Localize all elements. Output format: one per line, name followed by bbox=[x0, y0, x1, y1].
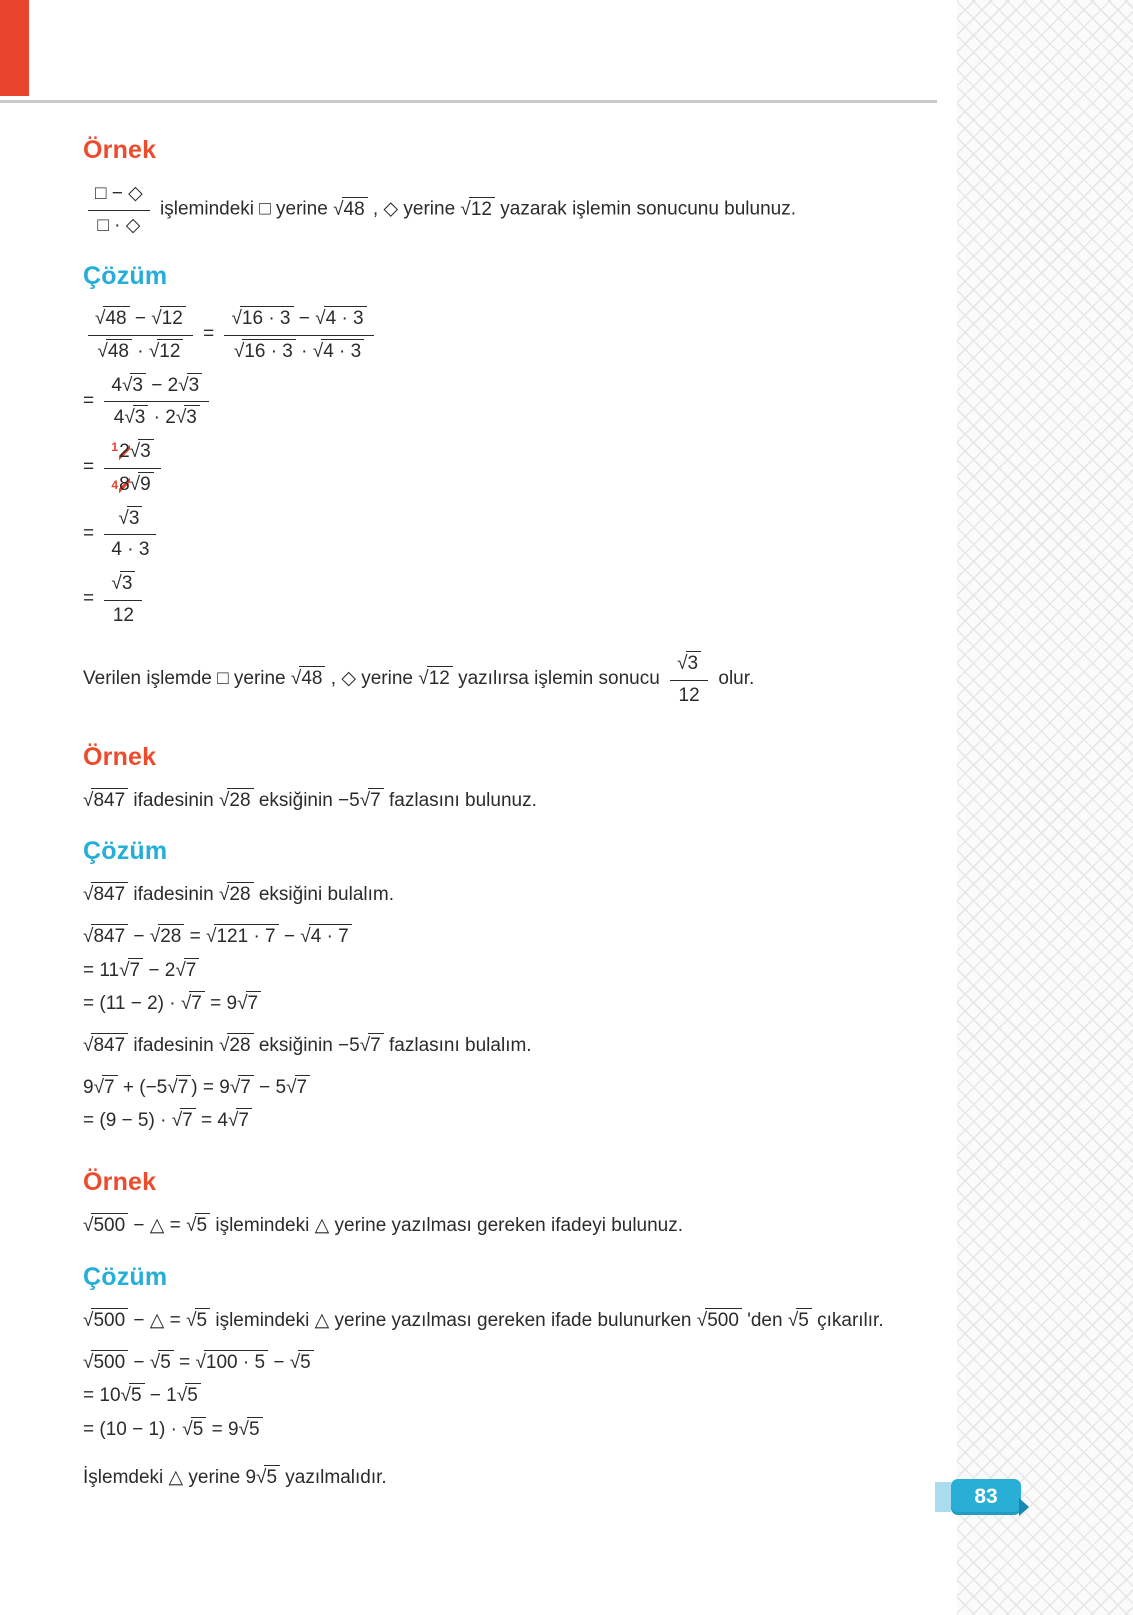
fraction-numerator bbox=[104, 570, 142, 601]
radical bbox=[150, 1352, 174, 1373]
radical-sign: √ bbox=[97, 341, 108, 363]
radical bbox=[149, 341, 184, 362]
radical-sign: √ bbox=[333, 198, 344, 220]
radical bbox=[95, 308, 130, 329]
radical bbox=[119, 960, 143, 981]
radical-sign: √ bbox=[124, 407, 135, 429]
radicand: 7 bbox=[176, 1075, 192, 1099]
radical-sign: √ bbox=[129, 473, 141, 495]
radical-sign: √ bbox=[238, 1418, 249, 1440]
math-line: = (9 − 5) · √7 = 4√7 bbox=[83, 1108, 941, 1134]
radical bbox=[118, 508, 142, 529]
radicand: 500 bbox=[91, 1213, 128, 1237]
example-heading: Örnek bbox=[83, 742, 157, 771]
radicand: 3 bbox=[184, 405, 200, 429]
radical bbox=[291, 668, 326, 689]
radical-sign: √ bbox=[359, 789, 371, 811]
math-line: √500 − √5 = √100 · 5 − √5 bbox=[83, 1350, 941, 1376]
radicand: 3 bbox=[127, 506, 143, 530]
radical-sign: √ bbox=[171, 1110, 183, 1132]
page-number: 83 bbox=[974, 1485, 998, 1508]
radical-sign: √ bbox=[218, 789, 230, 811]
radicand: 3 bbox=[686, 651, 702, 675]
radical-sign: √ bbox=[315, 308, 326, 330]
radical bbox=[239, 1419, 263, 1440]
radicand: 7 bbox=[368, 1033, 384, 1057]
radical bbox=[418, 668, 453, 689]
radical bbox=[83, 1352, 128, 1373]
math-line: = $\frac{4√3 - 2√3}{4√3 \cdot 2√3}$ bbox=[83, 372, 941, 431]
radical bbox=[122, 375, 146, 396]
fraction-denominator: √16 · 3 · √4 · 3 bbox=[224, 336, 373, 365]
math-line: √847 ifadesinin √28 eksiğinin −5√7 fazlasını bulalım. bbox=[83, 1033, 941, 1059]
radical bbox=[219, 884, 254, 905]
radical-sign: √ bbox=[83, 884, 94, 906]
radical-sign: √ bbox=[83, 1309, 94, 1331]
conclusion: İşlemdeki △ yerine 9√5 yazılmalıdır. bbox=[83, 1465, 941, 1491]
radicand: 12 bbox=[469, 197, 495, 221]
radicand: 847 bbox=[91, 882, 128, 906]
radical-sign: √ bbox=[359, 1035, 371, 1057]
radicand: 48 bbox=[342, 197, 368, 221]
radical bbox=[97, 341, 132, 362]
radical-sign: √ bbox=[129, 441, 141, 463]
radical-sign: √ bbox=[175, 407, 187, 429]
math-line: = 11√7 − 2√7 bbox=[83, 958, 941, 984]
corner-accent-bar bbox=[0, 0, 29, 96]
radical bbox=[83, 884, 128, 905]
radical bbox=[228, 1110, 252, 1131]
fraction-numerator: √16 · 3 − √4 · 3 bbox=[224, 305, 373, 336]
side-crosshatch-pattern bbox=[957, 0, 1133, 1615]
radicand: 5 bbox=[247, 1417, 263, 1441]
radical-sign: √ bbox=[290, 668, 302, 690]
fraction bbox=[104, 372, 209, 431]
radical bbox=[186, 1215, 210, 1236]
radical bbox=[677, 653, 701, 674]
radical bbox=[130, 441, 154, 462]
radicand: 7 bbox=[238, 1075, 254, 1099]
radicand: 4 · 3 bbox=[321, 339, 364, 363]
radical-sign: √ bbox=[178, 374, 189, 396]
math-line: = 10√5 − 1√5 bbox=[83, 1383, 941, 1409]
radical-sign: √ bbox=[186, 1215, 197, 1237]
radicand: 500 bbox=[91, 1350, 128, 1374]
radical bbox=[176, 407, 200, 428]
fraction-denominator: 12 bbox=[678, 684, 700, 706]
radical-sign: √ bbox=[227, 1110, 239, 1132]
radicand: 7 bbox=[236, 1108, 252, 1132]
radical-sign: √ bbox=[83, 1215, 94, 1237]
radical bbox=[290, 1352, 314, 1373]
page-content bbox=[83, 136, 941, 1506]
math-line: = (10 − 1) · √5 = 9√5 bbox=[83, 1417, 941, 1443]
radicand: 5 bbox=[129, 1383, 145, 1407]
radical-sign: √ bbox=[787, 1309, 799, 1331]
radical-sign: √ bbox=[195, 1351, 206, 1373]
radical bbox=[315, 308, 366, 329]
solution-heading: Çözüm bbox=[83, 1262, 168, 1291]
radicand: 16 · 3 bbox=[240, 306, 294, 330]
radical-sign: √ bbox=[121, 374, 133, 396]
fraction-denominator bbox=[104, 469, 160, 498]
radical bbox=[195, 1352, 268, 1373]
radicand: 847 bbox=[91, 924, 128, 948]
example-heading: Örnek bbox=[83, 136, 157, 164]
radical bbox=[256, 1467, 280, 1488]
radicand: 48 bbox=[103, 306, 129, 330]
radicand: 5 bbox=[195, 1308, 211, 1332]
radicand: 48 bbox=[106, 339, 132, 363]
radicand: 7 bbox=[295, 1075, 311, 1099]
radical bbox=[697, 1310, 742, 1331]
radical-sign: √ bbox=[118, 507, 129, 529]
radicand: 48 bbox=[299, 666, 325, 690]
math-line: √847 − √28 = √121 · 7 − √4 · 7 bbox=[83, 924, 941, 950]
fraction bbox=[88, 305, 193, 364]
solution-heading: Çözüm bbox=[83, 837, 168, 866]
radicand: 847 bbox=[91, 788, 128, 812]
cancelled-number: 2 bbox=[119, 440, 130, 465]
radical-sign: √ bbox=[186, 1309, 197, 1331]
radicand: 7 bbox=[180, 1108, 196, 1132]
radical-sign: √ bbox=[83, 926, 94, 947]
fraction-numerator: □ − ◇ bbox=[88, 181, 150, 211]
radicand: 12 bbox=[160, 306, 186, 330]
radical bbox=[360, 790, 384, 811]
radical-sign: √ bbox=[93, 1076, 105, 1098]
radicand: 847 bbox=[91, 1033, 128, 1057]
radical bbox=[130, 474, 154, 495]
fraction-numerator bbox=[104, 438, 160, 469]
radical bbox=[83, 1310, 128, 1331]
fraction-numerator: √48 − √12 bbox=[88, 305, 193, 336]
radical-sign: √ bbox=[167, 1076, 178, 1098]
radical-sign: √ bbox=[148, 341, 160, 363]
radical bbox=[121, 1385, 145, 1406]
example-section-1 bbox=[83, 136, 941, 709]
badge-notch bbox=[1019, 1498, 1029, 1516]
radical bbox=[83, 790, 128, 811]
cancel-result-label: 4 bbox=[111, 477, 119, 492]
radical-sign: √ bbox=[149, 926, 161, 947]
radicand: 28 bbox=[227, 882, 253, 906]
badge-tail bbox=[935, 1482, 951, 1512]
radical bbox=[333, 199, 368, 220]
radical bbox=[177, 1385, 201, 1406]
radical bbox=[83, 926, 128, 947]
problem-statement: √500 − △ = √5 işlemindeki △ yerine yazılması gereken ifadeyi bulunuz. bbox=[83, 1213, 941, 1239]
fraction-denominator: 4√3 · 2√3 bbox=[104, 402, 209, 431]
radicand: 4 · 7 bbox=[309, 924, 352, 948]
conclusion: Verilen işlemde □ yerine √48 , ◇ yerine √12 yazılırsa işlemin sonucu $\frac{√3}{12}$ olur. bbox=[83, 650, 941, 708]
math-line: = $\frac{√3}{12}$ bbox=[83, 570, 941, 628]
radical-sign: √ bbox=[95, 308, 106, 330]
radical bbox=[150, 926, 185, 947]
math-line: $\frac{√48 - √12}{√48 \cdot √12}$ = $\frac{√16 \cdot 3 - √4 \cdot 3}{√16 \cdot 3 \cdot √4 \cdot 3}$ bbox=[83, 305, 941, 364]
radical-sign: √ bbox=[206, 926, 217, 947]
math-line: √500 − △ = √5 işlemindeki △ yerine yazılması gereken ifade bulunurken √500 'den √5 çıkarılır. bbox=[83, 1308, 941, 1334]
radicand: 5 bbox=[264, 1465, 280, 1489]
fraction-denominator: √48 · √12 bbox=[88, 336, 193, 365]
radicand: 3 bbox=[130, 373, 146, 397]
fraction-numerator bbox=[670, 650, 708, 681]
radical-sign: √ bbox=[176, 1385, 188, 1407]
radicand: 7 bbox=[102, 1075, 118, 1099]
fraction bbox=[88, 181, 150, 238]
example-section-3 bbox=[83, 1168, 941, 1490]
radical bbox=[186, 1310, 210, 1331]
cancel-result-label: 1 bbox=[111, 440, 119, 455]
radical bbox=[219, 1035, 254, 1056]
fraction-denominator: 4 · 3 bbox=[111, 539, 150, 561]
example-section-2 bbox=[83, 743, 941, 1135]
radical-sign: √ bbox=[233, 341, 245, 363]
radical bbox=[167, 1077, 191, 1098]
radicand: 3 bbox=[138, 439, 154, 463]
math-line: 9√7 + (−5√7 ) = 9√7 − 5√7 bbox=[83, 1075, 941, 1101]
radicand: 7 bbox=[189, 991, 205, 1015]
radical-sign: √ bbox=[231, 308, 242, 330]
radicand: 28 bbox=[227, 1033, 253, 1057]
radicand: 7 bbox=[368, 788, 384, 812]
radical-sign: √ bbox=[83, 1351, 94, 1373]
radicand: 28 bbox=[158, 924, 184, 948]
radical-sign: √ bbox=[182, 1418, 193, 1440]
radical-sign: √ bbox=[83, 1035, 94, 1057]
radical-sign: √ bbox=[418, 668, 429, 690]
radical-sign: √ bbox=[175, 959, 186, 981]
radical bbox=[460, 199, 495, 220]
fraction-denominator: 12 bbox=[112, 604, 134, 626]
radical-sign: √ bbox=[229, 1076, 241, 1098]
radical-sign: √ bbox=[180, 993, 192, 1015]
solution-heading: Çözüm bbox=[83, 262, 168, 291]
fraction bbox=[670, 650, 708, 708]
radical-sign: √ bbox=[256, 1466, 267, 1488]
radicand: 12 bbox=[427, 666, 453, 690]
radical bbox=[286, 1077, 310, 1098]
radical bbox=[231, 308, 293, 329]
radicand: 500 bbox=[91, 1308, 128, 1332]
math-line: = (11 − 2) · √7 = 9√7 bbox=[83, 991, 941, 1017]
radical bbox=[151, 308, 186, 329]
radical-sign: √ bbox=[111, 572, 122, 594]
radical-sign: √ bbox=[460, 198, 471, 220]
radical bbox=[175, 960, 199, 981]
radicand: 7 bbox=[184, 958, 200, 982]
radical bbox=[300, 926, 351, 947]
radical bbox=[313, 341, 364, 362]
radical bbox=[83, 1215, 128, 1236]
radical bbox=[178, 375, 202, 396]
radical bbox=[111, 573, 135, 594]
radicand: 16 · 3 bbox=[242, 339, 296, 363]
radicand: 7 bbox=[246, 991, 262, 1015]
radical-sign: √ bbox=[677, 653, 688, 675]
math-line: = $\frac{√3}{4 \cdot 3}$ bbox=[83, 505, 941, 563]
radicand: 3 bbox=[120, 571, 136, 595]
radical bbox=[94, 1077, 118, 1098]
fraction bbox=[224, 305, 373, 364]
radicand: 9 bbox=[138, 472, 154, 496]
fraction-numerator: 4√3 − 2√3 bbox=[104, 372, 209, 403]
cancelled-number: 8 bbox=[119, 473, 130, 498]
radical bbox=[181, 993, 205, 1014]
radical bbox=[182, 1419, 206, 1440]
radicand: 5 bbox=[158, 1350, 174, 1374]
radicand: 121 · 7 bbox=[214, 924, 278, 948]
radical-sign: √ bbox=[289, 1351, 301, 1373]
problem-statement: √847 ifadesinin √28 eksiğinin −5√7 fazlasını bulunuz. bbox=[83, 788, 941, 814]
radicand: 5 bbox=[796, 1308, 812, 1332]
radical bbox=[234, 341, 296, 362]
radical bbox=[788, 1310, 812, 1331]
fraction-denominator: □ · ◇ bbox=[97, 214, 141, 236]
radical bbox=[219, 790, 254, 811]
radical-sign: √ bbox=[151, 308, 162, 330]
radical-sign: √ bbox=[149, 1351, 161, 1373]
example-heading: Örnek bbox=[83, 1168, 157, 1197]
radical-sign: √ bbox=[696, 1309, 708, 1331]
radical-sign: √ bbox=[120, 1385, 131, 1407]
header-divider bbox=[0, 100, 937, 103]
radical bbox=[237, 993, 261, 1014]
fraction-numerator bbox=[104, 505, 156, 536]
radical-sign: √ bbox=[218, 884, 230, 906]
radicand: 12 bbox=[157, 339, 183, 363]
radicand: 4 · 3 bbox=[324, 306, 367, 330]
fraction bbox=[104, 438, 160, 497]
radical bbox=[83, 1035, 128, 1056]
radicand: 3 bbox=[133, 405, 149, 429]
radicand: 7 bbox=[128, 958, 144, 982]
radical bbox=[206, 926, 279, 947]
radical-sign: √ bbox=[119, 959, 130, 981]
fraction bbox=[104, 570, 142, 628]
radical bbox=[230, 1077, 254, 1098]
radical-sign: √ bbox=[286, 1076, 297, 1098]
radicand: 500 bbox=[705, 1308, 742, 1332]
math-line: √847 ifadesinin √28 eksiğini bulalım. bbox=[83, 882, 941, 908]
radicand: 100 · 5 bbox=[204, 1350, 268, 1374]
radical bbox=[360, 1035, 384, 1056]
radicand: 5 bbox=[185, 1383, 201, 1407]
page-number-badge bbox=[935, 1478, 1029, 1516]
radical-sign: √ bbox=[237, 993, 248, 1015]
radical-sign: √ bbox=[300, 926, 311, 947]
radicand: 28 bbox=[227, 788, 253, 812]
radical bbox=[124, 407, 148, 428]
radical-sign: √ bbox=[83, 789, 94, 811]
badge-body bbox=[951, 1479, 1021, 1515]
radicand: 5 bbox=[195, 1213, 211, 1237]
radical-sign: √ bbox=[218, 1035, 230, 1057]
radicand: 5 bbox=[191, 1417, 207, 1441]
radicand: 5 bbox=[298, 1350, 314, 1374]
problem-statement: $\frac{□ - ◇}{□ \cdot ◇}$ işlemindeki □ yerine √48 , ◇ yerine √12 yazarak işlemin sonucunu bulunuz. bbox=[83, 181, 941, 238]
radical-sign: √ bbox=[312, 341, 324, 363]
math-line: = $\frac{^12√3}{48√9}$ bbox=[83, 438, 941, 497]
fraction bbox=[104, 505, 156, 563]
radical bbox=[172, 1110, 196, 1131]
radicand: 3 bbox=[187, 373, 203, 397]
